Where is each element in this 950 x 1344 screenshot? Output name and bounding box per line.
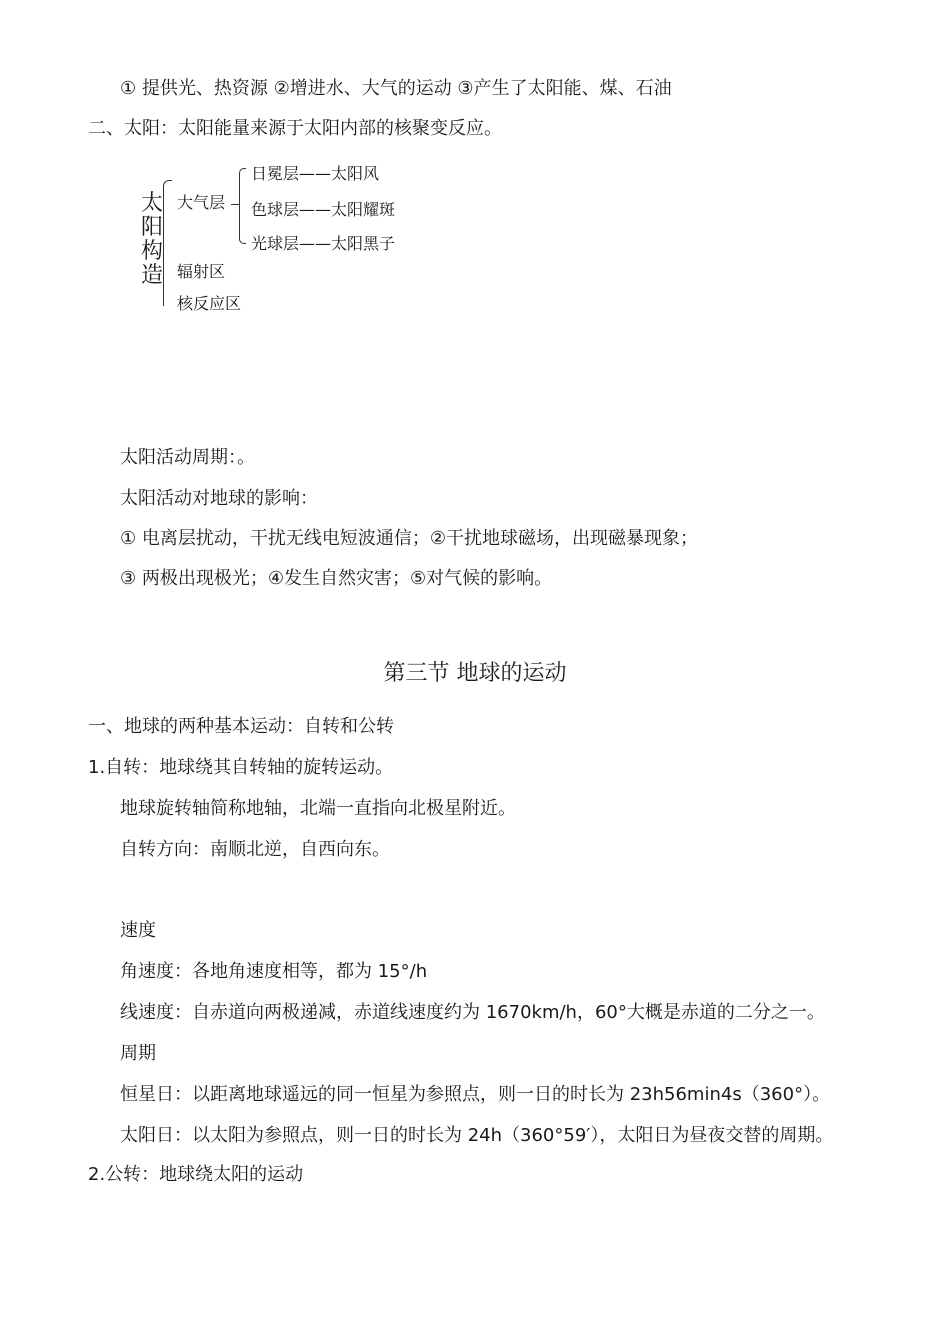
motions-heading: 一、地球的两种基本运动：自转和公转 bbox=[88, 716, 394, 737]
linear-speed: 线速度：自赤道向两极递减，赤道线速度约为 1670km/h，60°大概是赤道的二分之一。 bbox=[120, 1002, 825, 1023]
sun-structure-diagram bbox=[135, 160, 435, 313]
title-char: 构 bbox=[141, 239, 164, 264]
axis-note: 地球旋转轴简称地轴，北端一直指向北极星附近。 bbox=[120, 798, 516, 819]
solar-day: 太阳日：以太阳为参照点，则一日的时长为 24h（360°59′），太阳日为昼夜交替的周期。 bbox=[120, 1125, 834, 1146]
sun-benefits-line: ① 提供光、热资源 ②增进水、大气的运动 ③产生了太阳能、煤、石油 bbox=[120, 78, 672, 99]
activity-effects-heading: 太阳活动对地球的影响： bbox=[120, 488, 318, 509]
section-title: 第三节 地球的运动 bbox=[383, 661, 567, 686]
radiation-zone-label: 辐射区 bbox=[177, 262, 226, 281]
atmosphere-label: 大气层 bbox=[177, 193, 226, 212]
photosphere-label: 光球层——太阳黑子 bbox=[251, 234, 396, 253]
sun-heading: 二、太阳：太阳能量来源于太阳内部的核聚变反应。 bbox=[88, 118, 502, 139]
inner-brace bbox=[239, 168, 246, 244]
rotation-direction: 自转方向：南顺北逆，自西向东。 bbox=[120, 839, 390, 860]
corona-label: 日冕层——太阳风 bbox=[251, 164, 380, 183]
activity-cycle: 太阳活动周期：。 bbox=[120, 447, 255, 468]
outer-brace bbox=[163, 180, 172, 306]
core-label: 核反应区 bbox=[177, 294, 242, 313]
sun-structure-title bbox=[141, 192, 165, 288]
chromosphere-label: 色球层——太阳耀斑 bbox=[251, 200, 396, 219]
period-label: 周期 bbox=[120, 1043, 156, 1064]
title-char: 造 bbox=[141, 263, 164, 288]
effects-line-2: ③ 两极出现极光；④发生自然灾害；⑤对气候的影响。 bbox=[120, 568, 553, 589]
speed-label: 速度 bbox=[120, 920, 156, 941]
effects-line-1: ① 电离层扰动，干扰无线电短波通信；②干扰地球磁场，出现磁暴现象； bbox=[120, 528, 698, 549]
inner-brace-tip bbox=[231, 204, 239, 205]
revolution-heading: 2.公转：地球绕太阳的运动 bbox=[88, 1164, 304, 1185]
title-char: 阳 bbox=[141, 215, 164, 240]
title-char: 太 bbox=[141, 191, 164, 216]
angular-speed: 角速度：各地角速度相等，都为 15°/h bbox=[120, 961, 428, 982]
rotation-heading: 1.自转：地球绕其自转轴的旋转运动。 bbox=[88, 757, 394, 778]
sidereal-day: 恒星日：以距离地球遥远的同一恒星为参照点，则一日的时长为 23h56min4s（360°）。 bbox=[120, 1084, 831, 1105]
